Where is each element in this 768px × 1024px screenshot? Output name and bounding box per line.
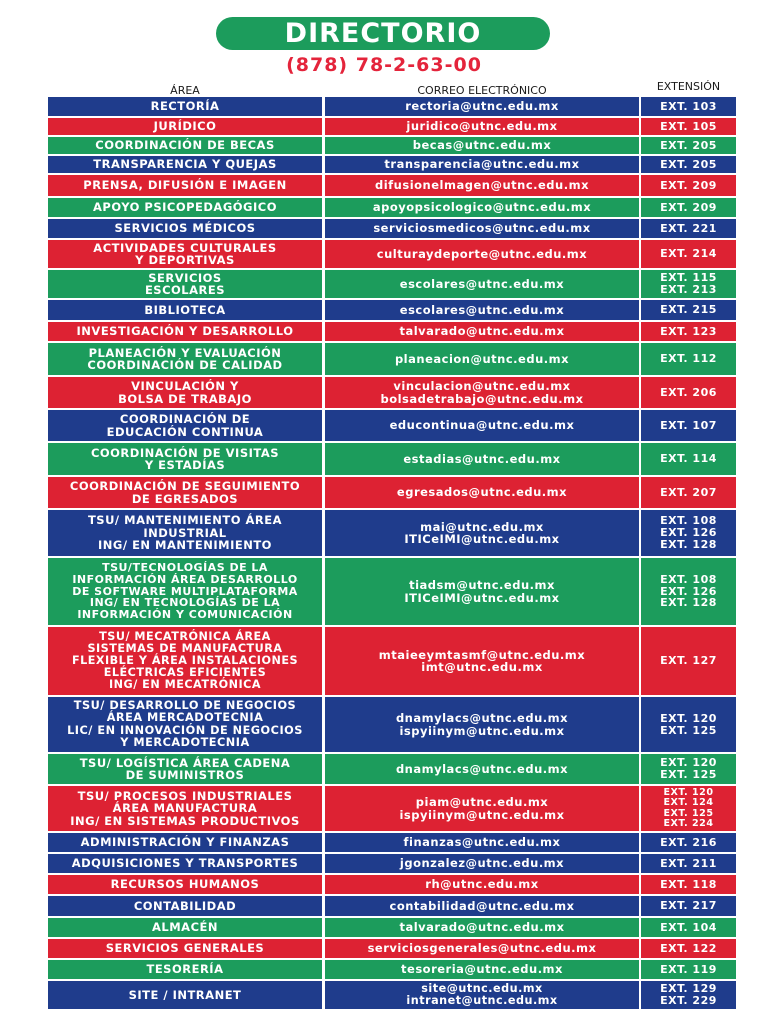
area-line: ING/ EN MECATRÓNICA [108, 678, 261, 692]
row-22-email-cell[interactable] [325, 786, 639, 831]
row-8-extension-cell [641, 240, 736, 268]
extension-line: EXT. 114 [660, 452, 717, 466]
email-line[interactable]: vinculacion@utnc.edu.mx [393, 379, 571, 394]
row-5-extension-cell [641, 175, 736, 196]
row-24-email-cell[interactable] [325, 854, 639, 873]
email-line[interactable]: transparencia@utnc.edu.mx [384, 157, 580, 172]
row-20-email-cell[interactable] [325, 697, 639, 752]
row-13-extension-cell [641, 377, 736, 408]
email-line[interactable]: finanzas@utnc.edu.mx [403, 835, 561, 850]
row-2-area-cell [48, 118, 322, 135]
row-23-email-cell[interactable] [325, 833, 639, 852]
row-15-area-cell [48, 443, 322, 475]
area-line: ELÉCTRICAS EFICIENTES [103, 666, 267, 680]
email-line[interactable]: ispyiinym@utnc.edu.mx [399, 723, 565, 738]
area-line: ESCOLARES [144, 283, 226, 297]
email-line[interactable]: escolares@utnc.edu.mx [399, 302, 565, 317]
row-9-email-cell[interactable] [325, 270, 639, 298]
extension-line: EXT. 209 [660, 200, 717, 214]
area-line: PLANEACIÓN Y EVALUACIÓN [88, 345, 282, 360]
row-25-email-cell[interactable] [325, 875, 639, 894]
area-line: ACTIVIDADES CULTURALES [93, 240, 277, 255]
email-line[interactable]: talvarado@utnc.edu.mx [399, 920, 565, 935]
row-10-area-cell [48, 300, 322, 320]
row-4-extension-cell [641, 156, 736, 173]
email-line[interactable]: imt@utnc.edu.mx [421, 660, 543, 674]
email-line[interactable]: ITICeIMI@utnc.edu.mx [404, 532, 560, 546]
row-2-email-cell[interactable] [325, 118, 639, 135]
row-13-email-cell[interactable] [325, 377, 639, 408]
row-21-area-cell [48, 754, 322, 784]
row-5-area-cell [48, 175, 322, 196]
email-line[interactable]: rectoria@utnc.edu.mx [405, 99, 559, 114]
row-17-email-cell[interactable] [325, 510, 639, 556]
area-line: FLEXIBLE Y ÁREA INSTALACIONES [71, 653, 299, 667]
area-line: Y DEPORTIVAS [135, 253, 235, 267]
area-line: SISTEMAS DE MANUFACTURA [87, 641, 283, 655]
area-line: CONTABILIDAD [133, 898, 237, 913]
row-4-area-cell [48, 156, 322, 173]
row-7-email-cell[interactable] [325, 219, 639, 238]
email-line[interactable]: jgonzalez@utnc.edu.mx [399, 856, 565, 871]
row-23-area-cell [48, 833, 322, 852]
area-line: COORDINACIÓN DE BECAS [95, 138, 275, 153]
extension-line: EXT. 217 [660, 899, 717, 913]
extension-line: EXT. 207 [660, 485, 717, 499]
row-15-extension-cell [641, 443, 736, 475]
row-11-extension-cell [641, 322, 736, 341]
email-line[interactable]: dnamylacs@utnc.edu.mx [395, 711, 569, 726]
area-line: DE SUMINISTROS [125, 768, 245, 782]
row-18-email-cell[interactable] [325, 558, 639, 625]
email-line[interactable]: mai@utnc.edu.mx [420, 519, 544, 534]
row-29-area-cell [48, 960, 322, 979]
email-line[interactable]: estadias@utnc.edu.mx [403, 451, 561, 466]
row-19-area-cell [48, 627, 322, 695]
area-line: ÁREA MERCADOTECNIA [106, 711, 264, 725]
email-line[interactable]: escolares@utnc.edu.mx [399, 276, 565, 291]
row-26-extension-cell [641, 896, 736, 916]
email-line[interactable]: becas@utnc.edu.mx [412, 138, 552, 153]
email-line[interactable]: tiadsm@utnc.edu.mx [409, 578, 555, 593]
area-line: ING/ EN TECNOLOGÍAS DE LA [89, 596, 281, 610]
row-1-area-cell [48, 97, 322, 116]
area-line: SERVICIOS GENERALES [105, 941, 265, 956]
area-line: COORDINACIÓN DE SEGUIMIENTO [69, 479, 301, 494]
row-6-area-cell [48, 198, 322, 217]
extension-line: EXT. 205 [660, 157, 717, 171]
email-line[interactable]: serviciosmedicos@utnc.edu.mx [373, 221, 591, 236]
row-17-area-cell [48, 510, 322, 556]
area-line: LIC/ EN INNOVACIÓN DE NEGOCIOS [67, 723, 303, 737]
email-line[interactable]: mtaieeymtasmf@utnc.edu.mx [378, 647, 586, 662]
area-line: INDUSTRIAL [143, 525, 227, 540]
row-2-extension-cell [641, 118, 736, 135]
row-1-email-cell[interactable] [325, 97, 639, 116]
extension-line: EXT. 118 [660, 877, 717, 891]
extension-line: EXT. 209 [660, 178, 717, 192]
extension-line: EXT. 128 [660, 596, 717, 610]
row-3-email-cell[interactable] [325, 137, 639, 154]
extension-line: EXT. 129 [660, 982, 717, 996]
area-line: ING/ EN SISTEMAS PRODUCTIVOS [70, 813, 300, 828]
phone-number[interactable]: (878) 78-2-63-00 [286, 54, 482, 76]
email-line[interactable]: apoyopsicologico@utnc.edu.mx [372, 200, 592, 215]
area-line: DE SOFTWARE MULTIPLATAFORMA [72, 584, 298, 598]
row-7-area-cell [48, 219, 322, 238]
row-9-area-cell [48, 270, 322, 298]
email-line[interactable]: planeacion@utnc.edu.mx [394, 351, 570, 366]
email-line[interactable]: bolsadetrabajo@utnc.edu.mx [380, 391, 584, 406]
row-18-extension-cell [641, 558, 736, 625]
area-line: ADQUISICIONES Y TRANSPORTES [71, 856, 299, 871]
area-line: COORDINACIÓN DE CALIDAD [87, 358, 283, 372]
column-header-area: ÁREA [170, 84, 200, 97]
email-line[interactable]: piam@utnc.edu.mx [415, 795, 549, 810]
extension-line: EXT. 125 [663, 807, 714, 819]
area-line: TSU/ MANTENIMIENTO ÁREA [87, 513, 283, 528]
row-6-email-cell[interactable] [325, 198, 639, 217]
area-line: SERVICIOS [148, 270, 222, 285]
email-line[interactable]: contabilidad@utnc.edu.mx [389, 898, 575, 913]
email-line[interactable]: educontinua@utnc.edu.mx [389, 418, 575, 433]
row-12-area-cell [48, 343, 322, 375]
area-line: DE EGRESADOS [131, 491, 239, 506]
area-line: BOLSA DE TRABAJO [118, 391, 252, 406]
row-8-email-cell[interactable] [325, 240, 639, 268]
row-1-extension-cell [641, 97, 736, 116]
area-line: INFORMACIÓN Y COMUNICACIÓN [77, 608, 293, 622]
column-header-email: CORREO ELECTRÓNICO [417, 84, 547, 97]
row-26-email-cell[interactable] [325, 896, 639, 916]
row-24-extension-cell [641, 854, 736, 873]
area-line: PRENSA, DIFUSIÓN E IMAGEN [83, 178, 287, 193]
extension-line: EXT. 126 [660, 584, 717, 598]
row-11-email-cell[interactable] [325, 322, 639, 341]
row-18-area-cell [48, 558, 322, 625]
area-line: INFORMACIÓN ÁREA DESARROLLO [72, 572, 298, 586]
extension-line: EXT. 211 [660, 856, 717, 870]
extension-line: EXT. 128 [660, 537, 717, 551]
row-29-extension-cell [641, 960, 736, 979]
area-line: VINCULACIÓN Y [131, 379, 239, 394]
row-19-email-cell[interactable] [325, 627, 639, 695]
row-12-email-cell[interactable] [325, 343, 639, 375]
row-14-area-cell [48, 410, 322, 441]
row-21-email-cell[interactable] [325, 754, 639, 784]
row-14-email-cell[interactable] [325, 410, 639, 441]
extension-line: EXT. 216 [660, 835, 717, 849]
extension-line: EXT. 103 [660, 99, 717, 113]
area-line: INVESTIGACIÓN Y DESARROLLO [76, 324, 294, 339]
row-8-area-cell [48, 240, 322, 268]
area-line: Y ESTADÍAS [144, 458, 226, 472]
extension-line: EXT. 215 [660, 303, 717, 317]
area-line: COORDINACIÓN DE VISITAS [90, 445, 280, 460]
email-line[interactable]: talvarado@utnc.edu.mx [399, 324, 565, 339]
row-22-extension-cell [641, 786, 736, 831]
row-27-area-cell [48, 918, 322, 937]
area-line: TSU/ LOGÍSTICA ÁREA CADENA [79, 755, 291, 770]
area-line: ÁREA MANUFACTURA [112, 801, 258, 816]
extension-line: EXT. 126 [660, 526, 717, 540]
extension-line: EXT. 125 [660, 723, 717, 737]
row-16-email-cell[interactable] [325, 477, 639, 508]
row-28-email-cell[interactable] [325, 939, 639, 958]
extension-line: EXT. 119 [660, 962, 717, 976]
area-line: TSU/ PROCESOS INDUSTRIALES [77, 788, 293, 803]
area-line: APOYO PSICOPEDAGÓGICO [93, 200, 277, 215]
row-3-area-cell [48, 137, 322, 154]
extension-line: EXT. 213 [660, 283, 717, 296]
extension-line: EXT. 122 [660, 941, 717, 955]
extension-line: EXT. 104 [660, 920, 717, 934]
row-9-extension-cell [641, 270, 736, 298]
row-30-email-cell[interactable] [325, 981, 639, 1009]
row-16-extension-cell [641, 477, 736, 508]
row-10-email-cell[interactable] [325, 300, 639, 320]
extension-line: EXT. 120 [660, 711, 717, 725]
area-line: Y MERCADOTECNIA [120, 735, 250, 749]
extension-line: EXT. 120 [660, 756, 717, 770]
row-14-extension-cell [641, 410, 736, 441]
extension-line: EXT. 205 [660, 138, 717, 152]
row-24-area-cell [48, 854, 322, 873]
area-line: ADMINISTRACIÓN Y FINANZAS [80, 835, 290, 850]
extension-line: EXT. 105 [660, 119, 717, 133]
email-line[interactable]: serviciosgenerales@utnc.edu.mx [367, 941, 597, 956]
area-line: JURÍDICO [153, 119, 217, 134]
extension-line: EXT. 214 [660, 247, 717, 261]
row-26-area-cell [48, 896, 322, 916]
email-line[interactable]: ispyiinym@utnc.edu.mx [399, 807, 565, 822]
row-12-extension-cell [641, 343, 736, 375]
extension-line: EXT. 107 [660, 418, 717, 432]
row-15-email-cell[interactable] [325, 443, 639, 475]
area-line: ALMACÉN [152, 920, 218, 935]
row-4-email-cell[interactable] [325, 156, 639, 173]
email-line[interactable]: dnamylacs@utnc.edu.mx [395, 761, 569, 776]
email-line[interactable]: egresados@utnc.edu.mx [396, 485, 568, 500]
extension-line: EXT. 224 [663, 817, 714, 829]
area-line: TSU/ DESARROLLO DE NEGOCIOS [73, 699, 297, 713]
row-10-extension-cell [641, 300, 736, 320]
area-line: EDUCACIÓN CONTINUA [106, 424, 264, 439]
row-20-area-cell [48, 697, 322, 752]
row-16-area-cell [48, 477, 322, 508]
extension-line: EXT. 124 [663, 797, 714, 809]
email-line[interactable]: rh@utnc.edu.mx [425, 877, 539, 892]
area-line: TSU/TECNOLOGÍAS DE LA [102, 560, 268, 574]
area-line: SITE / INTRANET [128, 987, 242, 1002]
row-22-area-cell [48, 786, 322, 831]
row-23-extension-cell [641, 833, 736, 852]
row-21-extension-cell [641, 754, 736, 784]
row-30-extension-cell [641, 981, 736, 1009]
row-30-area-cell [48, 981, 322, 1009]
extension-line: EXT. 206 [660, 385, 717, 399]
row-17-extension-cell [641, 510, 736, 556]
area-line: TESORERÍA [146, 962, 224, 977]
extension-line: EXT. 127 [660, 654, 717, 668]
extension-line: EXT. 108 [660, 514, 717, 528]
row-27-extension-cell [641, 918, 736, 937]
area-line: ING/ EN MANTENIMIENTO [98, 538, 272, 553]
email-line[interactable]: ITICeIMI@utnc.edu.mx [404, 590, 560, 605]
email-line[interactable]: difusionelmagen@utnc.edu.mx [375, 178, 589, 193]
area-line: RECURSOS HUMANOS [110, 877, 260, 892]
column-header-extension: EXTENSIÓN [656, 80, 721, 93]
extension-line: EXT. 120 [663, 786, 714, 798]
email-line[interactable]: juridico@utnc.edu.mx [406, 119, 558, 134]
row-7-extension-cell [641, 219, 736, 238]
area-line: BIBLIOTECA [144, 302, 226, 317]
email-line[interactable]: intranet@utnc.edu.mx [406, 994, 558, 1007]
row-29-email-cell[interactable] [325, 960, 639, 979]
area-line: COORDINACIÓN DE [119, 412, 251, 427]
row-28-extension-cell [641, 939, 736, 958]
extension-line: EXT. 221 [660, 221, 717, 235]
page-title: DIRECTORIO [216, 17, 550, 50]
row-25-extension-cell [641, 875, 736, 894]
row-19-extension-cell [641, 627, 736, 695]
area-line: TSU/ MECATRÓNICA ÁREA [99, 629, 271, 643]
area-line: RECTORÍA [150, 99, 220, 114]
extension-line: EXT. 115 [660, 271, 717, 285]
area-line: TRANSPARENCIA Y QUEJAS [93, 157, 277, 172]
extension-line: EXT. 112 [660, 352, 717, 366]
email-line[interactable]: tesoreria@utnc.edu.mx [401, 962, 563, 977]
row-11-area-cell [48, 322, 322, 341]
extension-line: EXT. 123 [660, 324, 717, 338]
row-5-email-cell[interactable] [325, 175, 639, 196]
row-6-extension-cell [641, 198, 736, 217]
row-13-area-cell [48, 377, 322, 408]
row-25-area-cell [48, 875, 322, 894]
row-20-extension-cell [641, 697, 736, 752]
row-27-email-cell[interactable] [325, 918, 639, 937]
extension-line: EXT. 125 [660, 768, 717, 781]
extension-line: EXT. 229 [660, 994, 717, 1007]
row-28-area-cell [48, 939, 322, 958]
extension-line: EXT. 108 [660, 572, 717, 586]
row-3-extension-cell [641, 137, 736, 154]
area-line: SERVICIOS MÉDICOS [114, 221, 256, 236]
email-line[interactable]: site@utnc.edu.mx [421, 981, 543, 995]
email-line[interactable]: culturaydeporte@utnc.edu.mx [376, 246, 588, 261]
